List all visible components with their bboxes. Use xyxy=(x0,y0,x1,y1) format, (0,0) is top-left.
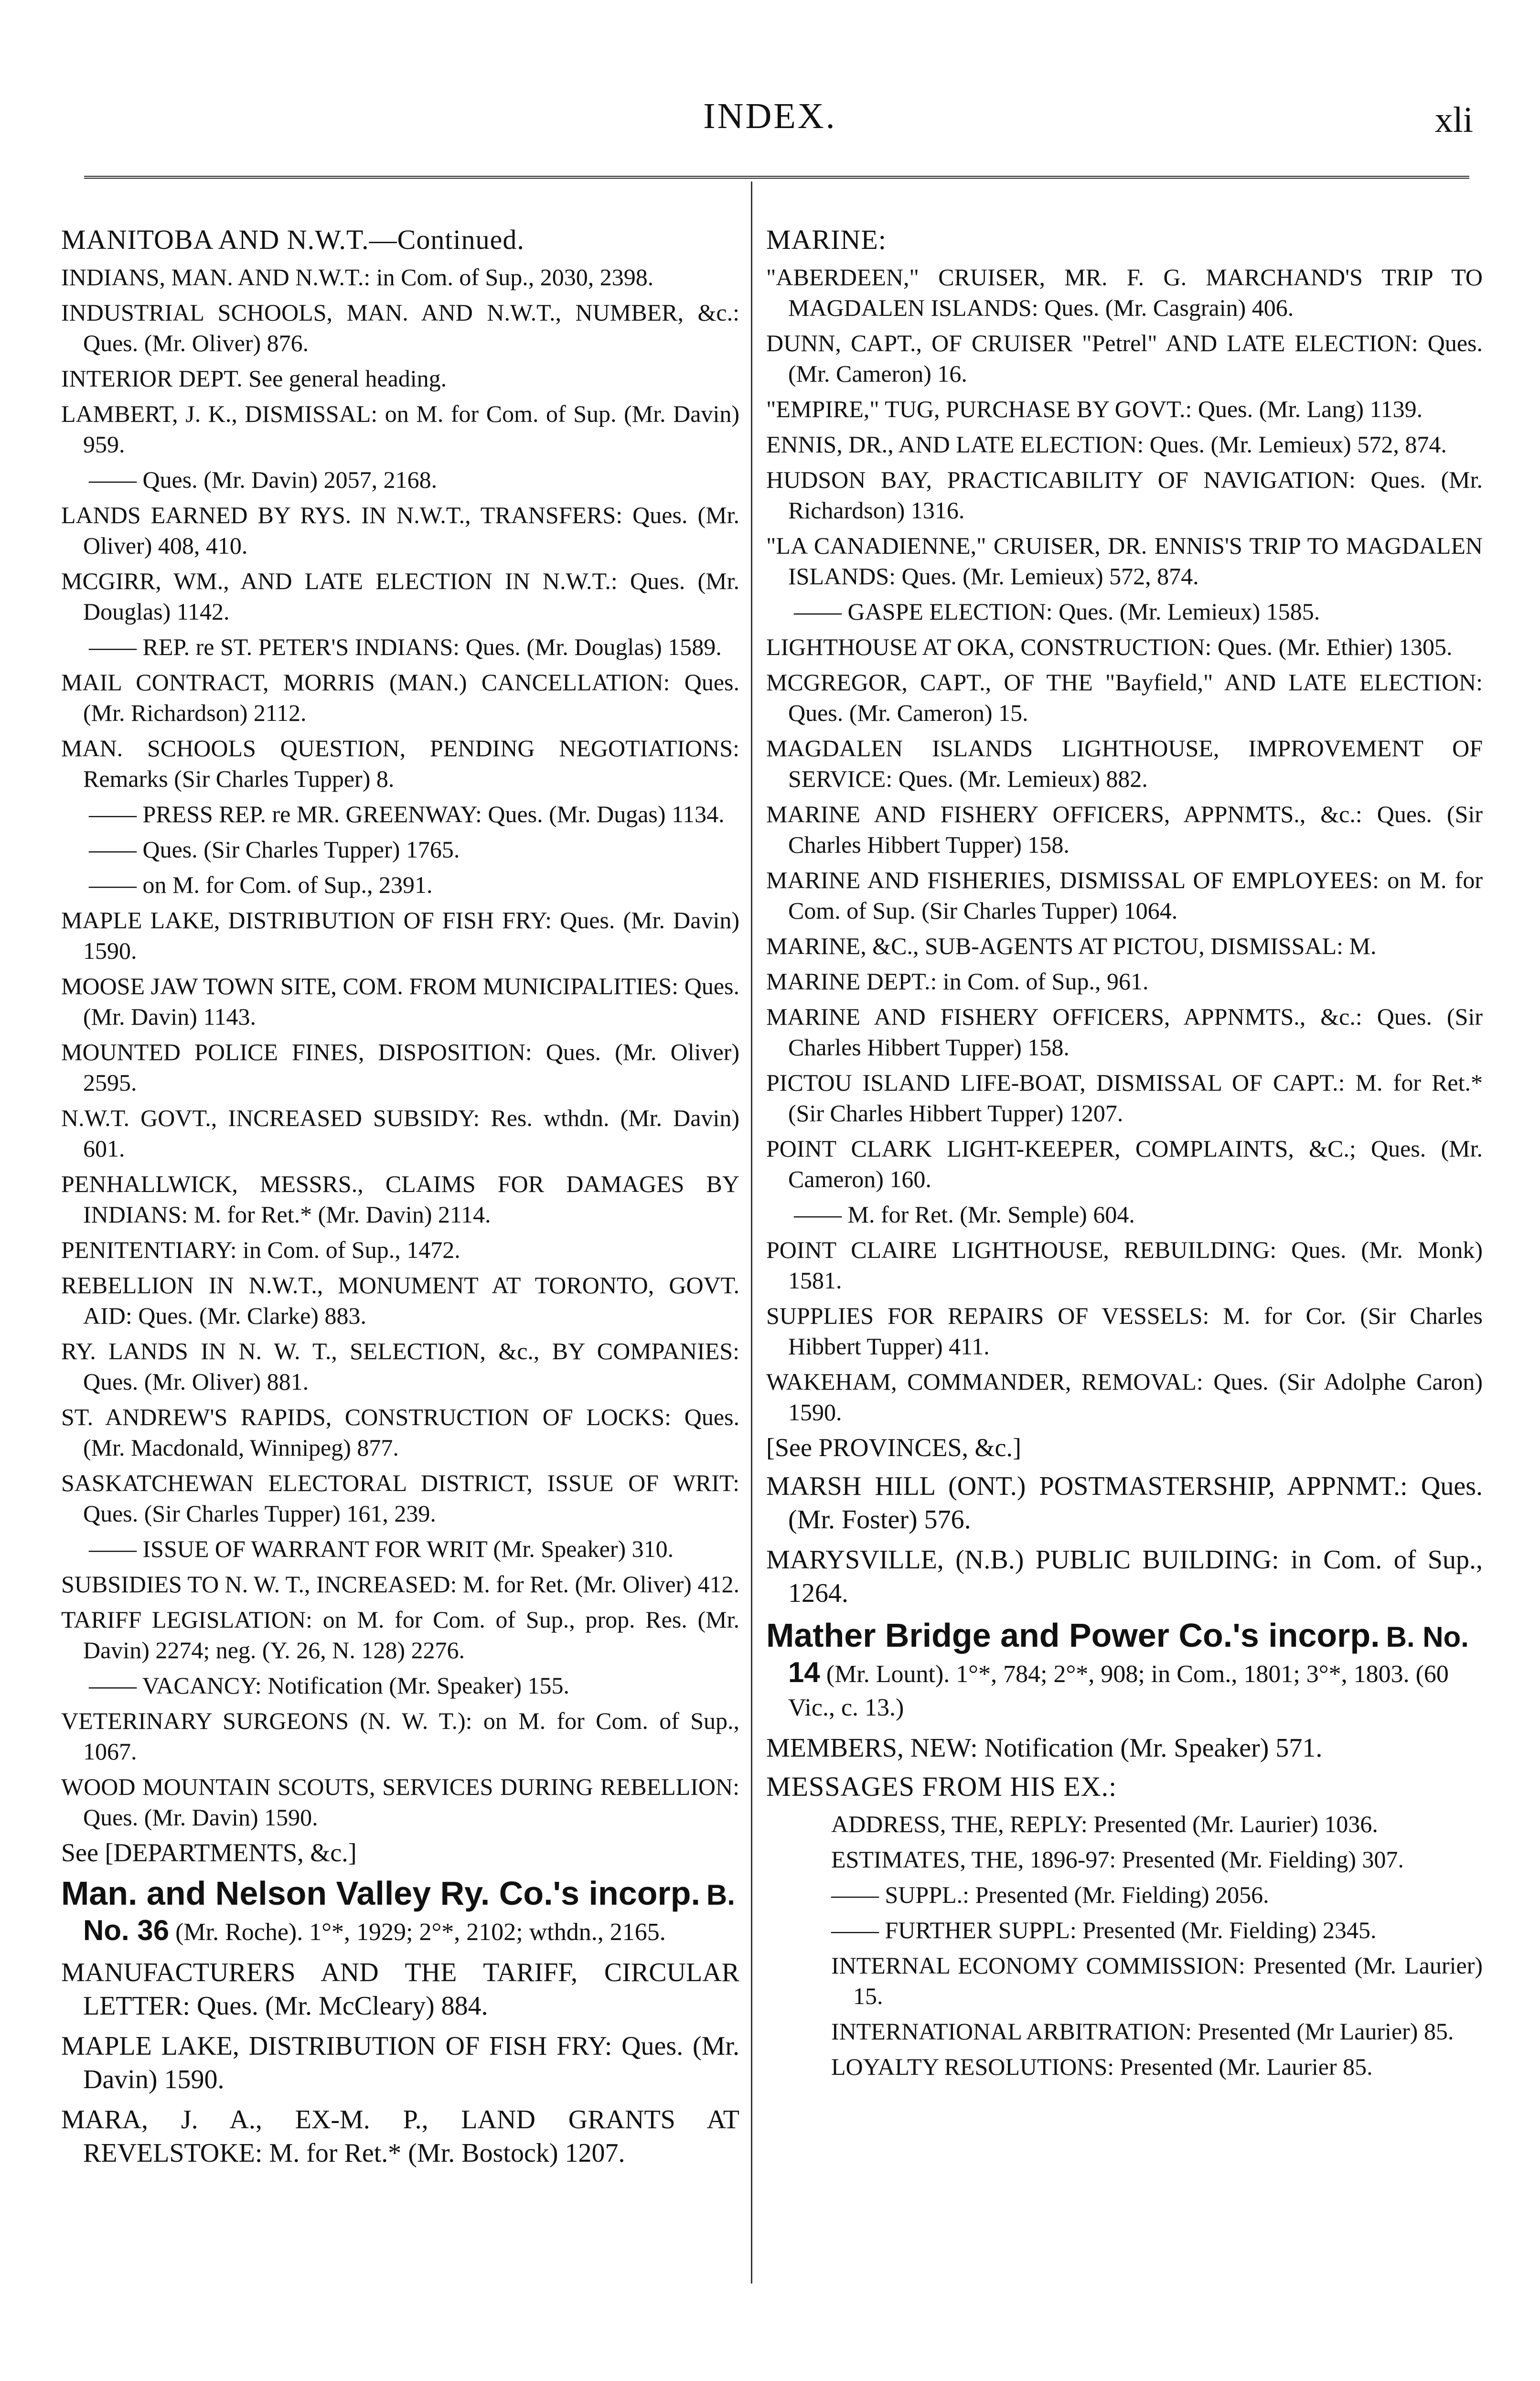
bill-details: (Mr. Lount). 1°*, 784; 2°*, 908; in Com., 1801; 3°*, 1803. (60 Vic., c. 13.) xyxy=(788,1661,1449,1721)
index-entry: PENHALLWICK, MESSRS., CLAIMS FOR DAMAGES BY INDIANS: M. for Ret.* (Mr. Davin) 2114. xyxy=(61,1170,739,1228)
index-entry: POINT CLARK LIGHT-KEEPER, COMPLAINTS, &C.; Ques. (Mr. Cameron) 160. xyxy=(766,1135,1483,1192)
index-entry: MARA, J. A., EX-M. P., LAND GRANTS AT REVELSTOKE: M. for Ret.* (Mr. Bostock) 1207. xyxy=(61,2105,739,2168)
index-entry: SUBSIDIES TO N. W. T., INCREASED: M. for Ret. (Mr. Oliver) 412. xyxy=(61,1571,739,1598)
index-entry: MAN. SCHOOLS QUESTION, PENDING NEGOTIATIONS: Remarks (Sir Charles Tupper) 8. xyxy=(61,735,739,792)
index-entry: MARYSVILLE, (N.B.) PUBLIC BUILDING: in Com. of Sup., 1264. xyxy=(766,1545,1483,1608)
index-entry: —— SUPPL.: Presented (Mr. Fielding) 2056. xyxy=(831,1881,1269,1908)
index-entry: SASKATCHEWAN ELECTORAL DISTRICT, ISSUE OF WRIT: Ques. (Sir Charles Tupper) 161, 239. xyxy=(61,1469,739,1527)
index-entry: —— Ques. (Sir Charles Tupper) 1765. xyxy=(89,836,460,863)
section-heading: MANITOBA AND N.W.T.—Continued. xyxy=(61,224,524,255)
index-entry: INTERNAL ECONOMY COMMISSION: Presented (Mr. Laurier) 15. xyxy=(831,1952,1483,2009)
bill-entry xyxy=(766,1619,1483,1725)
index-entry: —— ISSUE OF WARRANT FOR WRIT (Mr. Speaker) 310. xyxy=(89,1535,674,1562)
index-entry: ADDRESS, THE, REPLY: Presented (Mr. Laurier) 1036. xyxy=(831,1811,1378,1837)
index-entry: INDIANS, MAN. AND N.W.T.: in Com. of Sup., 2030, 2398. xyxy=(61,264,654,290)
index-entry: ST. ANDREW'S RAPIDS, CONSTRUCTION OF LOCKS: Ques. (Mr. Macdonald, Winnipeg) 877. xyxy=(61,1404,739,1461)
page-number: xli xyxy=(1434,100,1473,140)
index-entry: LANDS EARNED BY RYS. IN N.W.T., TRANSFERS: Ques. (Mr. Oliver) 408, 410. xyxy=(61,502,739,559)
index-entry: LAMBERT, J. K., DISMISSAL: on M. for Com. of Sup. (Mr. Davin) 959. xyxy=(61,400,739,458)
index-entry: WOOD MOUNTAIN SCOUTS, SERVICES DURING REBELLION: Ques. (Mr. Davin) 1590. xyxy=(61,1773,739,1831)
header-rule xyxy=(84,176,1469,179)
bill-number: B. No. 14 xyxy=(788,1621,1469,1688)
index-entry: MARINE AND FISHERIES, DISMISSAL OF EMPLOYEES: on M. for Com. of Sup. (Sir Charles Tupper) 1064. xyxy=(766,867,1483,924)
index-entry-list xyxy=(766,1731,1483,1765)
index-entry: MOUNTED POLICE FINES, DISPOSITION: Ques. (Mr. Oliver) 2595. xyxy=(61,1039,739,1096)
index-entry: LOYALTY RESOLUTIONS: Presented (Mr. Laurier 85. xyxy=(831,2053,1373,2080)
page-title: INDEX. xyxy=(703,96,837,136)
index-entry: MANUFACTURERS AND THE TARIFF, CIRCULAR LETTER: Ques. (Mr. McCleary) 884. xyxy=(61,1958,739,2021)
index-entry: RY. LANDS IN N. W. T., SELECTION, &c., BY COMPANIES: Ques. (Mr. Oliver) 881. xyxy=(61,1338,739,1395)
index-entry: SUPPLIES FOR REPAIRS OF VESSELS: M. for Cor. (Sir Charles Hibbert Tupper) 411. xyxy=(766,1302,1483,1360)
column-divider xyxy=(751,182,752,2284)
index-entry: INTERIOR DEPT. See general heading. xyxy=(61,365,447,392)
index-entry: VETERINARY SURGEONS (N. W. T.): on M. for Com. of Sup., 1067. xyxy=(61,1707,739,1765)
index-entry: —— on M. for Com. of Sup., 2391. xyxy=(89,871,433,898)
bill-title: Man. and Nelson Valley Ry. Co.'s incorp. xyxy=(61,1875,700,1912)
index-entry: MAIL CONTRACT, MORRIS (MAN.) CANCELLATION: Ques. (Mr. Richardson) 2112. xyxy=(61,669,739,726)
index-entry: "ABERDEEN," CRUISER, MR. F. G. MARCHAND'S TRIP TO MAGDALEN ISLANDS: Ques. (Mr. Casgrain) 406. xyxy=(766,264,1483,321)
index-entry: MARINE AND FISHERY OFFICERS, APPNMTS., &c.: Ques. (Sir Charles Hibbert Tupper) 158. xyxy=(766,1003,1483,1061)
index-entry: "LA CANADIENNE," CRUISER, DR. ENNIS'S TRIP TO MAGDALEN ISLANDS: Ques. (Mr. Lemieux) 572, 874. xyxy=(766,532,1483,590)
index-entry: POINT CLAIRE LIGHTHOUSE, REBUILDING: Ques. (Mr. Monk) 1581. xyxy=(766,1236,1483,1294)
index-entry-list xyxy=(61,1956,739,2170)
index-entry: INDUSTRIAL SCHOOLS, MAN. AND N.W.T., NUMBER, &c.: Ques. (Mr. Oliver) 876. xyxy=(61,299,739,356)
section-heading: MESSAGES FROM HIS EX.: xyxy=(766,1771,1117,1802)
index-entry: INTERNATIONAL ARBITRATION: Presented (Mr Laurier) 85. xyxy=(831,2018,1454,2045)
see-reference: [See PROVINCES, &c.] xyxy=(766,1433,1021,1462)
index-entry: MCGREGOR, CAPT., OF THE "Bayfield," AND LATE ELECTION: Ques. (Mr. Cameron) 15. xyxy=(766,669,1483,726)
index-entry: ESTIMATES, THE, 1896-97: Presented (Mr. Fielding) 307. xyxy=(831,1846,1404,1873)
index-entry: HUDSON BAY, PRACTICABILITY OF NAVIGATION: Ques. (Mr. Richardson) 1316. xyxy=(766,466,1483,524)
index-entry-list xyxy=(766,1809,1483,2082)
bill-title: Mather Bridge and Power Co.'s incorp. xyxy=(766,1617,1380,1654)
index-entry: MAGDALEN ISLANDS LIGHTHOUSE, IMPROVEMENT OF SERVICE: Ques. (Mr. Lemieux) 882. xyxy=(766,735,1483,792)
index-entry: LIGHTHOUSE AT OKA, CONSTRUCTION: Ques. (Mr. Ethier) 1305. xyxy=(766,633,1453,660)
index-entry: REBELLION IN N.W.T., MONUMENT AT TORONTO, GOVT. AID: Ques. (Mr. Clarke) 883. xyxy=(61,1272,739,1329)
index-entry: —— Ques. (Mr. Davin) 2057, 2168. xyxy=(89,466,438,493)
bill-number: B. No. 36 xyxy=(83,1879,735,1946)
see-reference: See [DEPARTMENTS, &c.] xyxy=(61,1838,357,1867)
index-entry: —— REP. re ST. PETER'S INDIANS: Ques. (Mr. Douglas) 1589. xyxy=(89,633,722,660)
index-entry: ENNIS, DR., AND LATE ELECTION: Ques. (Mr. Lemieux) 572, 874. xyxy=(766,431,1447,458)
bill-details: (Mr. Roche). 1°*, 1929; 2°*, 2102; wthdn., 2165. xyxy=(175,1919,666,1946)
index-entry: DUNN, CAPT., OF CRUISER "Petrel" AND LATE ELECTION: Ques. (Mr. Cameron) 16. xyxy=(766,330,1483,387)
index-entry: —— M. for Ret. (Mr. Semple) 604. xyxy=(794,1201,1135,1228)
left-column xyxy=(61,225,739,2175)
index-entry: MEMBERS, NEW: Notification (Mr. Speaker) 571. xyxy=(766,1733,1323,1763)
index-entry: MAPLE LAKE, DISTRIBUTION OF FISH FRY: Ques. (Mr. Davin) 1590. xyxy=(61,907,739,964)
bill-entry xyxy=(61,1877,739,1949)
right-column xyxy=(766,225,1483,2087)
index-entry: —— FURTHER SUPPL: Presented (Mr. Fielding) 2345. xyxy=(831,1917,1377,1943)
index-entry-list xyxy=(61,262,739,1833)
index-entry: MAPLE LAKE, DISTRIBUTION OF FISH FRY: Ques. (Mr. Davin) 1590. xyxy=(61,2031,739,2094)
index-entry: MOOSE JAW TOWN SITE, COM. FROM MUNICIPALITIES: Ques. (Mr. Davin) 1143. xyxy=(61,973,739,1030)
index-entry: WAKEHAM, COMMANDER, REMOVAL: Ques. (Sir Adolphe Caron) 1590. xyxy=(766,1368,1483,1426)
index-entry: N.W.T. GOVT., INCREASED SUBSIDY: Res. wthdn. (Mr. Davin) 601. xyxy=(61,1105,739,1162)
index-entry-list xyxy=(766,262,1483,1427)
index-entry: MARINE AND FISHERY OFFICERS, APPNMTS., &c.: Ques. (Sir Charles Hibbert Tupper) 158. xyxy=(766,801,1483,858)
index-entry: —— PRESS REP. re MR. GREENWAY: Ques. (Mr. Dugas) 1134. xyxy=(89,801,725,827)
index-entry: MARINE, &C., SUB-AGENTS AT PICTOU, DISMISSAL: M. xyxy=(766,933,1377,959)
index-entry: MCGIRR, WM., AND LATE ELECTION IN N.W.T.: Ques. (Mr. Douglas) 1142. xyxy=(61,568,739,625)
index-entry: PENITENTIARY: in Com. of Sup., 1472. xyxy=(61,1236,460,1263)
index-entry: —— GASPE ELECTION: Ques. (Mr. Lemieux) 1585. xyxy=(794,598,1320,625)
section-heading: MARINE: xyxy=(766,224,887,255)
index-entry: PICTOU ISLAND LIFE-BOAT, DISMISSAL OF CAPT.: M. for Ret.* (Sir Charles Hibbert Tupper) 1207. xyxy=(766,1069,1483,1126)
index-entry: MARINE DEPT.: in Com. of Sup., 961. xyxy=(766,968,1149,995)
index-entry: TARIFF LEGISLATION: on M. for Com. of Sup., prop. Res. (Mr. Davin) 2274; neg. (Y. 26, N. 128) 2276. xyxy=(61,1606,739,1663)
index-entry: MARSH HILL (ONT.) POSTMASTERSHIP, APPNMT.: Ques. (Mr. Foster) 576. xyxy=(766,1471,1483,1534)
index-entry: —— VACANCY: Notification (Mr. Speaker) 155. xyxy=(89,1672,569,1699)
index-entry-list xyxy=(766,1469,1483,1610)
index-entry: "EMPIRE," TUG, PURCHASE BY GOVT.: Ques. (Mr. Lang) 1139. xyxy=(766,396,1423,422)
